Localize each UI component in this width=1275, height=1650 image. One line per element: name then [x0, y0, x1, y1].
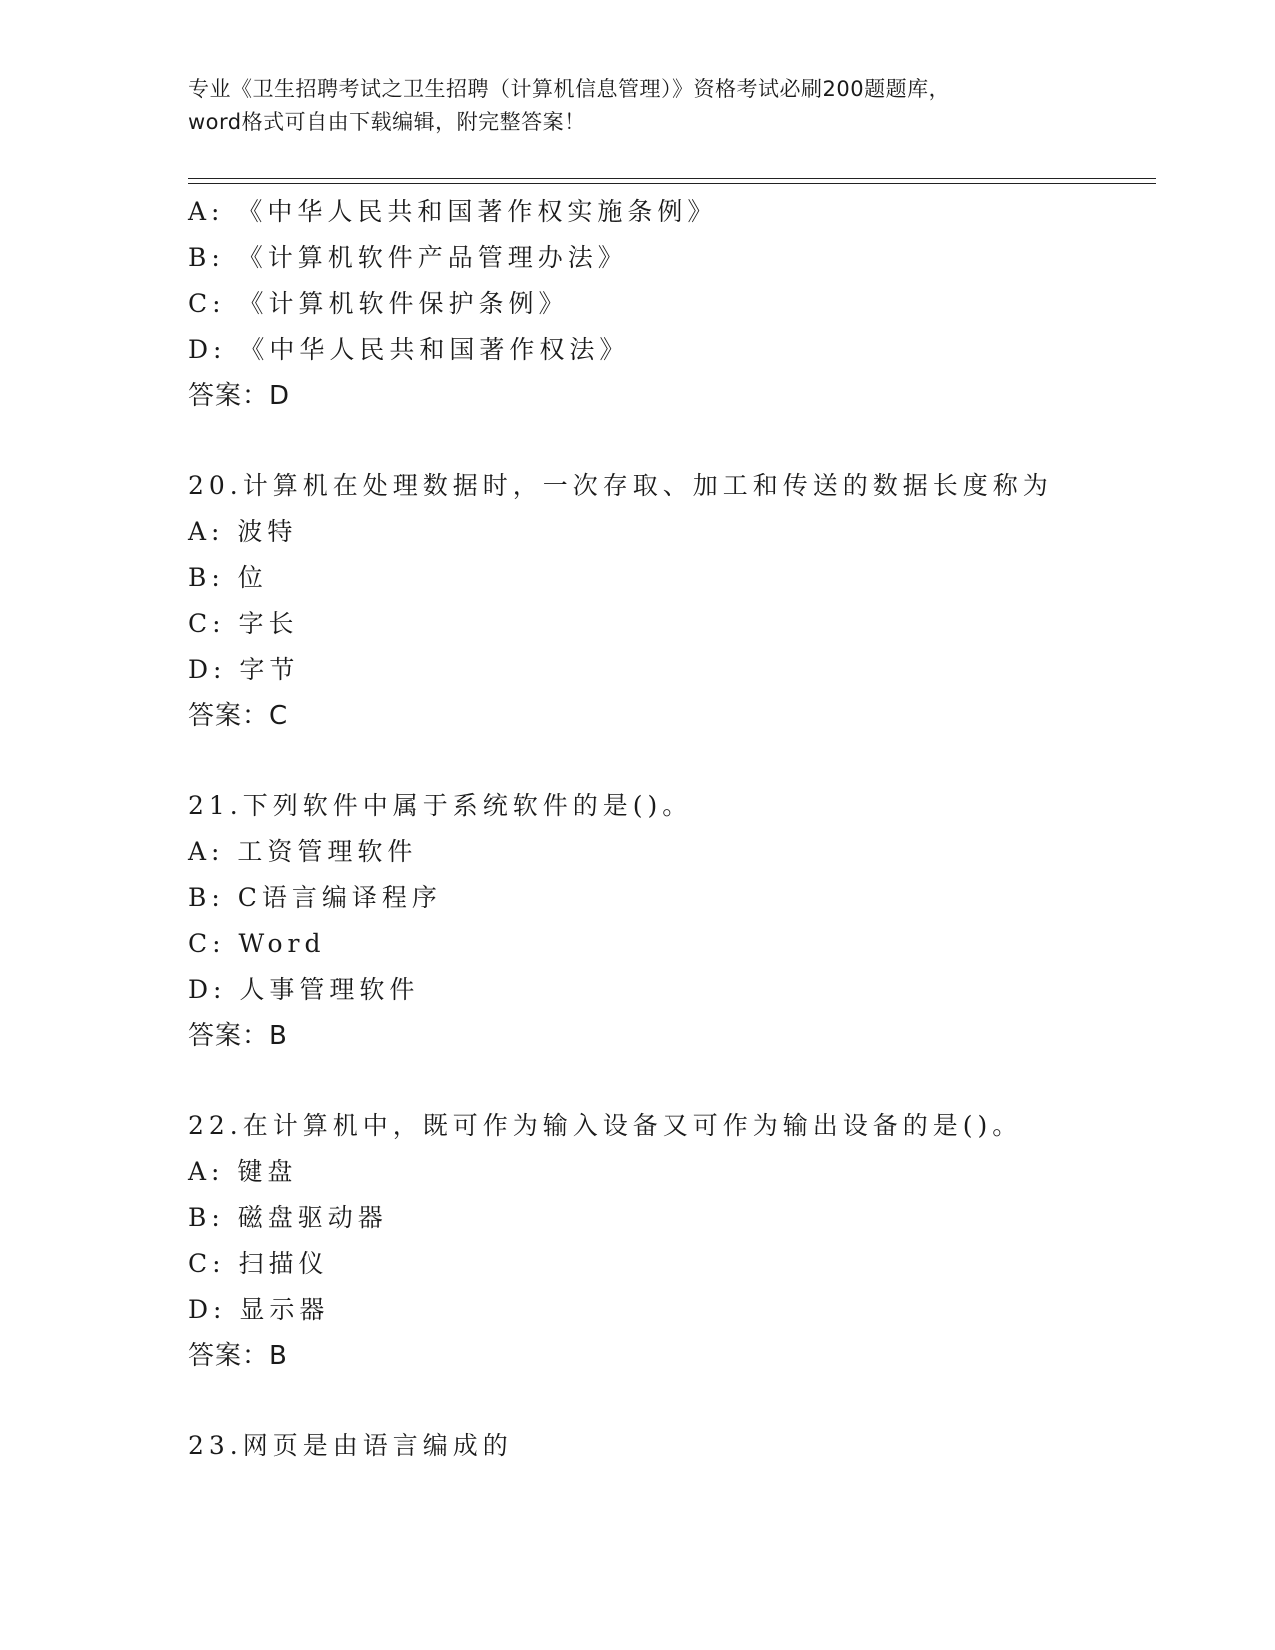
header-divider-top [188, 178, 1156, 179]
answer: 答案：B [188, 1021, 288, 1051]
option-d: D: 人事管理软件 [188, 975, 420, 1004]
option-a: A: 《中华人民共和国著作权实施条例》 [188, 197, 718, 226]
question-21 [188, 783, 1148, 1059]
option-b: B: 磁盘驱动器 [188, 1203, 388, 1232]
option-c: C: 《计算机软件保护条例》 [188, 289, 569, 318]
question-19-continued [188, 189, 1148, 419]
option-d: D: 字节 [188, 655, 300, 684]
header-divider-bottom [188, 183, 1156, 184]
question-list [188, 189, 1148, 1469]
question-stem: 22.在计算机中，既可作为输入设备又可作为输出设备的是()。 [188, 1111, 1023, 1140]
option-d: D: 《中华人民共和国著作权法》 [188, 335, 630, 364]
option-a: A: 工资管理软件 [188, 837, 418, 866]
question-23 [188, 1423, 1148, 1469]
question-stem: 20.计算机在处理数据时，一次存取、加工和传送的数据长度称为 [188, 471, 1053, 500]
question-22 [188, 1103, 1148, 1379]
option-c: C: Word [188, 929, 326, 958]
question-20 [188, 463, 1148, 739]
header-line-2: word格式可自由下载编辑，附完整答案！ [188, 110, 586, 134]
document-header [188, 73, 1088, 139]
question-stem: 23.网页是由语言编成的 [188, 1431, 513, 1460]
option-b: B: 位 [188, 563, 268, 592]
option-b: B: 《计算机软件产品管理办法》 [188, 243, 628, 272]
option-b: B: C语言编译程序 [188, 883, 442, 912]
question-stem: 21.下列软件中属于系统软件的是()。 [188, 791, 693, 820]
header-line-1: 专业《卫生招聘考试之卫生招聘（计算机信息管理）》资格考试必刷200题题库， [188, 77, 951, 101]
answer: 答案：D [188, 381, 291, 411]
option-a: A: 波特 [188, 517, 298, 546]
option-c: C: 字长 [188, 609, 299, 638]
option-d: D: 显示器 [188, 1295, 330, 1324]
answer: 答案：B [188, 1341, 288, 1371]
answer: 答案：C [188, 701, 289, 731]
option-c: C: 扫描仪 [188, 1249, 329, 1278]
option-a: A: 键盘 [188, 1157, 298, 1186]
